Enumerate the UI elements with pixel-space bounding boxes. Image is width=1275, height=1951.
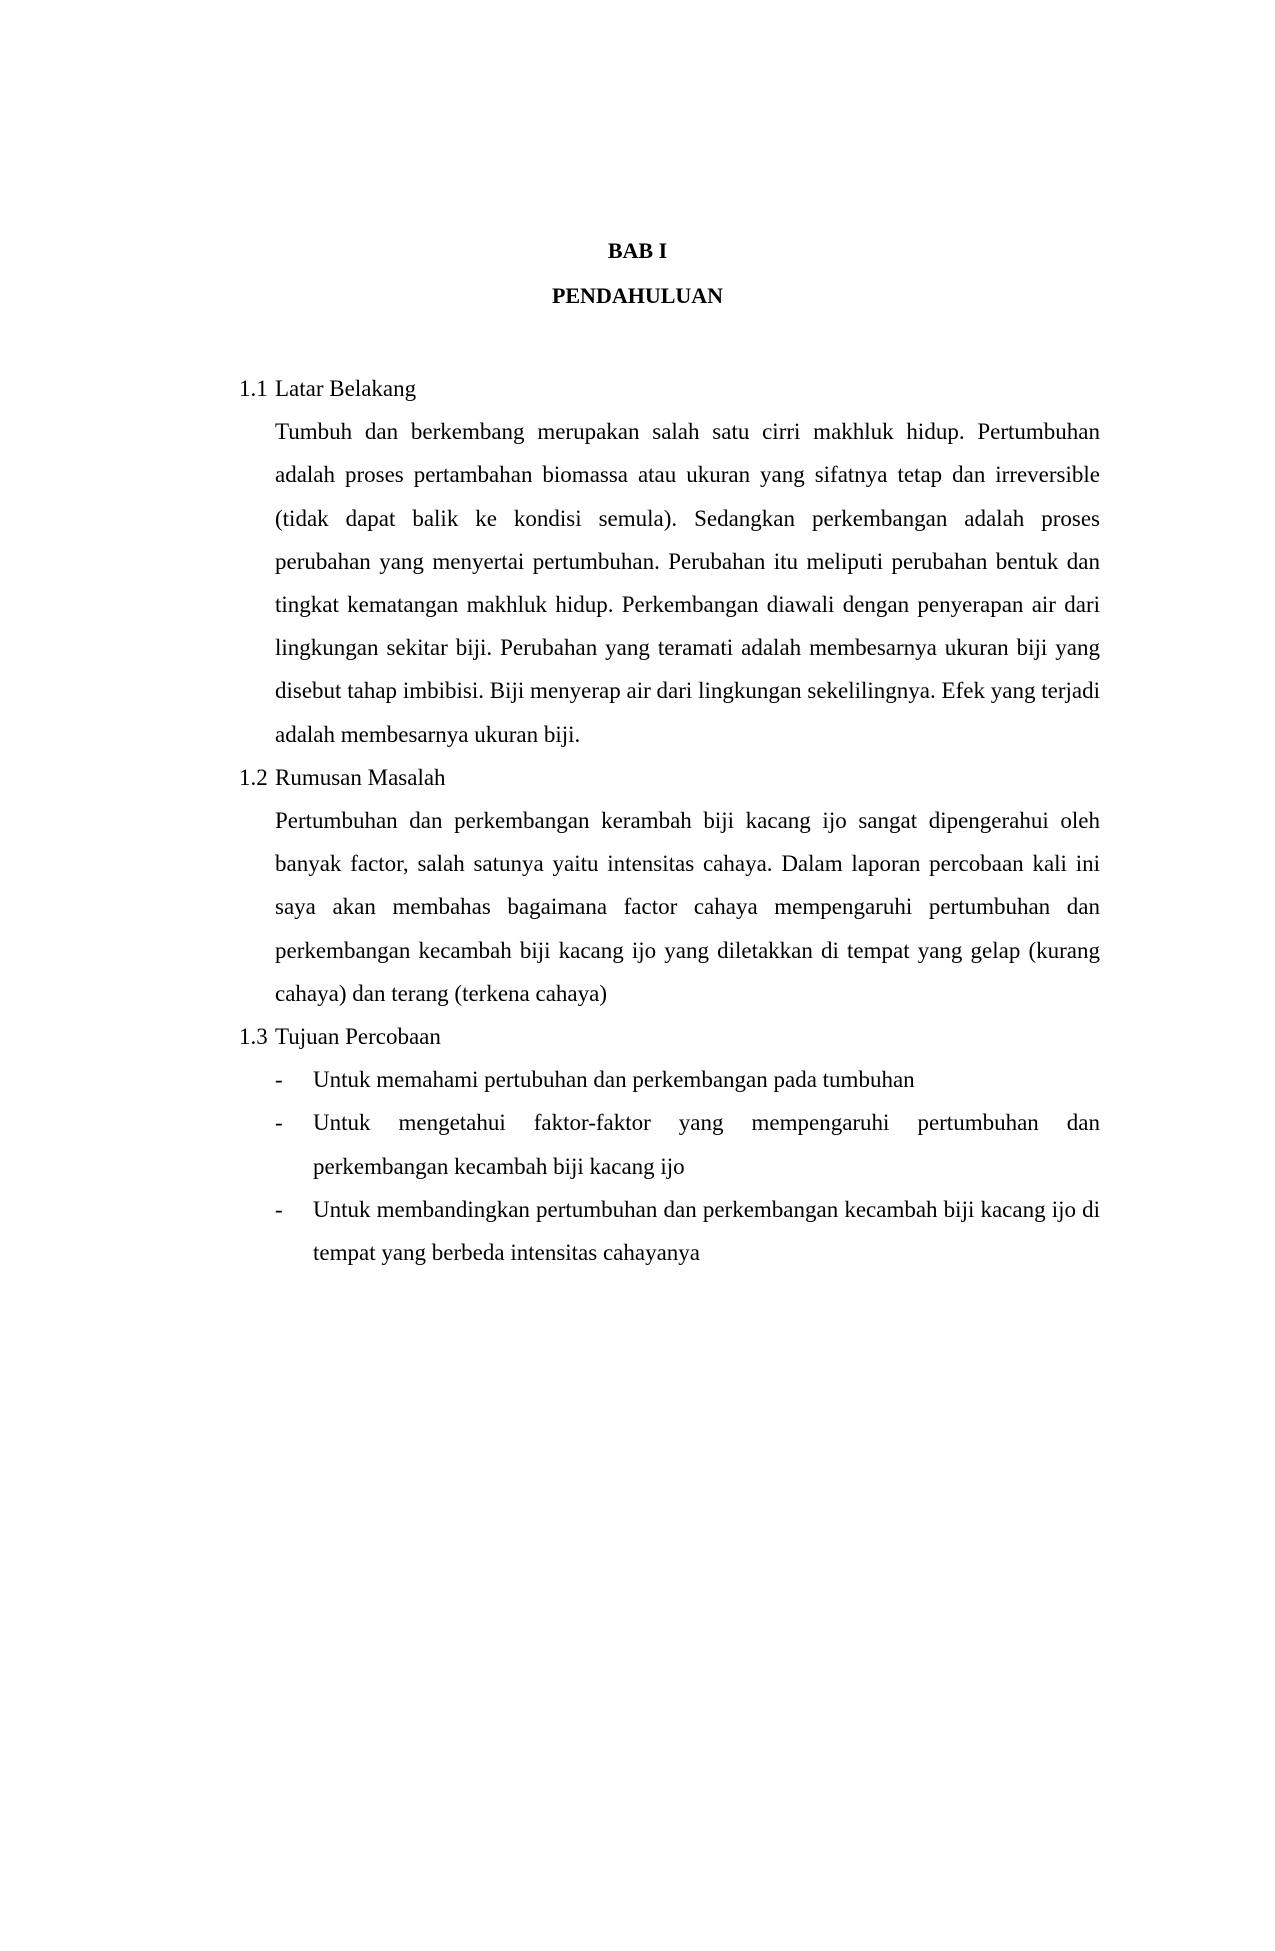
section-heading (239, 756, 1100, 799)
bullet-dash: - (275, 1067, 283, 1093)
list-item (275, 1058, 1100, 1101)
section-latar-belakang (239, 367, 1100, 756)
section-rumusan-masalah (239, 756, 1100, 1015)
section-title-text: Latar Belakang (275, 376, 417, 401)
bullet-dash: - (275, 1110, 283, 1136)
chapter-heading: BAB I (607, 238, 668, 263)
section-title-text: Rumusan Masalah (275, 764, 446, 790)
list-item-text: Untuk membandingkan pertumbuhan dan perkembangan kecambah biji kacang ijo di tempat yang berbeda intensitas cahayanya (313, 1196, 1100, 1266)
section-number: 1.1 (239, 376, 268, 401)
section-title-text: Tujuan Percobaan (275, 1024, 441, 1050)
bullet-dash: - (275, 1196, 283, 1222)
list-item-text: Untuk mengetahui faktor-faktor yang mempengaruhi pertumbuhan dan perkembangan kecambah biji kacang ijo (313, 1110, 1100, 1179)
list-item-text: Untuk memahami pertubuhan dan perkembangan pada tumbuhan (313, 1067, 915, 1093)
section-number: 1.3 (239, 1024, 268, 1050)
section-heading (239, 1015, 1100, 1058)
document-body (239, 367, 1100, 1274)
chapter-title: PENDAHULUAN (551, 283, 724, 308)
section-number: 1.2 (239, 764, 268, 790)
section-paragraph: Tumbuh dan berkembang merupakan salah satu cirri makhluk hidup. Pertumbuhan adalah proses pertambahan biomassa atau ukuran yang sifatnya tetap dan irreversible (tidak dapat balik ke kondisi semula). Sedangkan perkembangan adalah proses perubahan yang menyertai pertumbuhan. Perubahan itu meliputi perubahan bentuk dan tingkat kematangan makhluk hidup. Perkembangan diawali dengan penyerapan air dari lingkungan sekitar biji. Perubahan yang teramati adalah membesarnya ukuran biji yang disebut tahap imbibisi. Biji menyerap air dari lingkungan sekelilingnya. Efek yang terjadi adalah membesarnya ukuran biji. (275, 419, 1100, 747)
list-item (275, 1101, 1100, 1187)
section-heading (239, 367, 1100, 410)
section-paragraph: Pertumbuhan dan perkembangan kerambah biji kacang ijo sangat dipengerahui oleh banyak factor, salah satunya yaitu intensitas cahaya. Dalam laporan percobaan kali ini saya akan membahas bagaimana factor cahaya mempengaruhi pertumbuhan dan perkembangan kecambah biji kacang ijo yang diletakkan di tempat yang gelap (kurang cahaya) dan terang (terkena cahaya) (275, 808, 1100, 1006)
list-item (275, 1188, 1100, 1274)
objective-list (239, 1058, 1100, 1274)
section-tujuan-percobaan (239, 1015, 1100, 1274)
